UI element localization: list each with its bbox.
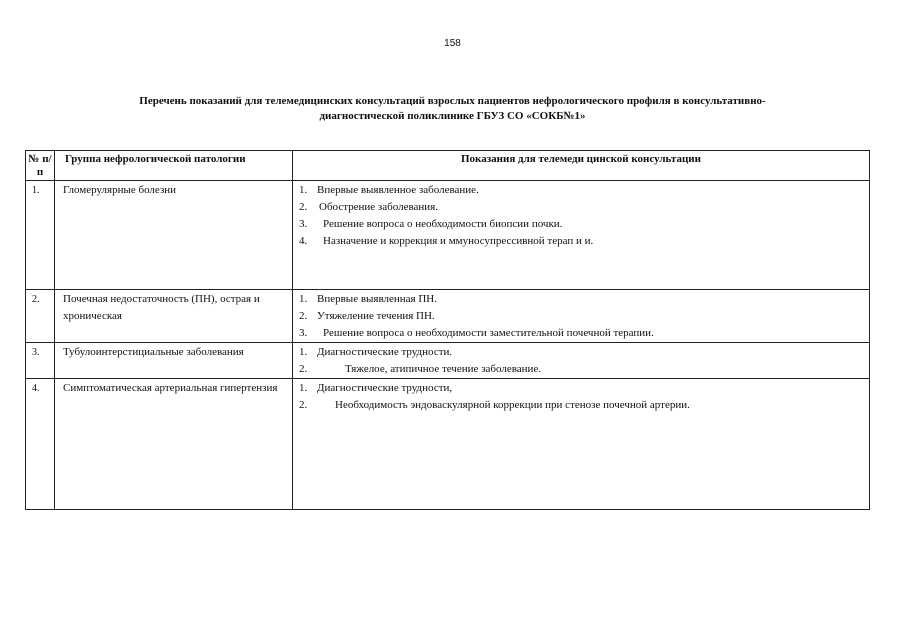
indication-item: [299, 308, 863, 325]
indication-item: [299, 325, 863, 342]
indication-number: 2.: [299, 363, 308, 375]
indication-item: [299, 380, 863, 397]
title-line-2: диагностической поликлинике ГБУЗ СО «СОКБ№1»: [319, 110, 586, 122]
title-line-1: Перечень показаний для телемедицинских консультаций взрослых пациентов нефрологического профиля в консультативно-: [139, 95, 766, 107]
row-indications: [293, 290, 870, 343]
indication-number: 1.: [299, 293, 308, 305]
indication-item: [299, 216, 863, 233]
indication-number: 2.: [299, 310, 308, 322]
row-indications: [293, 379, 870, 510]
indication-text: Впервые выявленное заболевание.: [317, 184, 479, 196]
indication-number: 1.: [299, 346, 308, 358]
table-header-row: [26, 151, 870, 181]
table-row: [26, 343, 870, 379]
row-group-text: Симптоматическая артериальная гипертензия: [63, 382, 278, 394]
row-num: 4.: [26, 379, 55, 510]
table-row: [26, 379, 870, 510]
indication-text: Диагностические трудности.: [317, 346, 453, 358]
row-group-text: Почечная недостаточность (ПН), острая и хроническая: [63, 293, 260, 322]
row-indications: [293, 343, 870, 379]
indication-text: Тяжелое, атипичное течение заболевание.: [345, 363, 542, 375]
indication-text: Назначение и коррекция и ммуносупрессивной терап и и.: [323, 235, 594, 247]
indication-text: Необходимость эндоваскулярной коррекции при стенозе почечной артерии.: [335, 399, 690, 411]
indication-item: [299, 361, 863, 378]
row-num: 2.: [26, 290, 55, 343]
indication-item: [299, 397, 863, 414]
indication-item: [299, 199, 863, 216]
row-indications: [293, 181, 870, 290]
indication-number: 1.: [299, 382, 308, 394]
row-group: [55, 379, 293, 510]
row-group: [55, 290, 293, 343]
indication-number: 2.: [299, 399, 308, 411]
row-group: [55, 343, 293, 379]
indication-text: Решение вопроса о необходимости биопсии почки.: [323, 218, 563, 230]
indication-item: [299, 233, 863, 250]
indication-text: Решение вопроса о необходимости заместительной почечной терапии.: [323, 327, 654, 339]
table-row: [26, 290, 870, 343]
indication-number: 3.: [299, 327, 308, 339]
indication-item: [299, 291, 863, 308]
document-title: [40, 94, 865, 124]
indication-text: Диагностические трудности,: [317, 382, 453, 394]
indication-number: 1.: [299, 184, 308, 196]
row-group: [55, 181, 293, 290]
indications-table: [25, 150, 870, 510]
indication-text: Обострение заболевания.: [319, 201, 438, 213]
indication-text: Утяжеление течения ПН.: [317, 310, 435, 322]
header-indications: Показания для телемеди цинской консультации: [293, 151, 870, 181]
indication-text: Впервые выявленная ПН.: [317, 293, 437, 305]
row-group-text: Тубулоинтерстициальные заболевания: [63, 346, 244, 358]
row-num: 1.: [26, 181, 55, 290]
indication-number: 3.: [299, 218, 308, 230]
table-row: [26, 181, 870, 290]
row-group-text: Гломерулярные болезни: [63, 184, 177, 196]
header-group: Группа нефрологической патологии: [55, 151, 293, 181]
page-number: 158: [444, 38, 461, 49]
indication-item: [299, 344, 863, 361]
indication-item: [299, 182, 863, 199]
indication-number: 2.: [299, 201, 308, 213]
row-num: 3.: [26, 343, 55, 379]
header-num: № п/п: [26, 151, 55, 181]
indication-number: 4.: [299, 235, 308, 247]
